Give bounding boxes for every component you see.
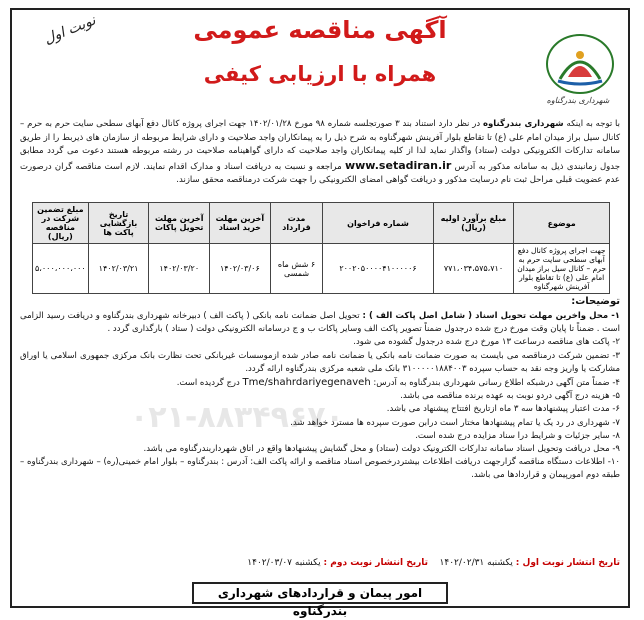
page-subtitle: همراه با ارزیابی کیفی xyxy=(203,62,437,86)
cell-duration: ۶ شش ماه شمسی xyxy=(270,244,323,294)
note-tail: درج گردیده است. xyxy=(176,378,240,389)
tender-table xyxy=(32,202,610,294)
note-text: تحویل اصل ضمانت نامه بانکی ( پاکت الف ) دبیرخانه شهرداری بندرگناوه و دریافت رسید الزامی است . ضمناً تا پایان وقت مورخ درج شده درجدول ضمناً تصویر پاکت الف وسایر پاکات ب و ج درسامانه الکترونیکی دولت ( ستاد ) بارگذاری گردد . xyxy=(20,311,620,335)
col-guarantee: مبلغ تضمین شرکت در مناقصه (ریال) xyxy=(33,203,89,244)
intro-paragraph xyxy=(20,118,620,188)
round-note: نوبت اول xyxy=(41,12,99,48)
notes-list xyxy=(20,310,620,483)
cell-guarantee: ۵،۰۰۰،۰۰۰،۰۰۰ xyxy=(33,244,89,294)
table-header-row xyxy=(33,203,610,244)
publication-dates xyxy=(247,558,620,568)
notes-title: توضیحات: xyxy=(571,296,620,307)
intro-text: در نظر دارد استناد بند ۳ صورتجلسه شماره ۹۸ مورخ ۱۴۰۲/۰۱/۲۸ جهت اجرای پروژه کانال دفع آبهای سطحی سایت حرم به حرم – کانال سیل براز میدان امام علی (ع) تا تقاطع بلوار آفرینش شهرگناوه به شرح ذیل را به پیمانکاران واجد صلاحیت و دارای شرایط مربوطه از سازمان های ذیربط را از طریق سامانه تدارکات الکترونیکی دولت (ستاد) واگذار نماید لذا از کلیه پیمانکاران واجد صلاحیت که دارای گواهینامه صلاحیت در رشته مربوطه هستند دعوت می گردد مطابق جدول زمانبندی ذیل به سامانه مذکور به آدرس xyxy=(20,119,620,172)
note-item: ۳- تضمین شرکت درمناقصه می بایست به صورت ضمانت نامه بانکی یا ضمانت نامه صادر شده ازموسسات غیربانکی تحت نظارت بانک مرکزی جمهوری اسلامی یا اوراق مشارکت یا واریز وجه نقد به حساب سپرده ۳۱۰۰۰۰۰۱۸۸۴۰۰۳ بانک ملی شعبه مرکزی بندرگناوه ارائه گردد. xyxy=(20,350,620,374)
col-envelope-deadline: آخرین مهلت تحویل پاکات xyxy=(149,203,210,244)
organization-name: شهرداری بندرگناوه xyxy=(482,119,564,129)
note-item: ۵- هزینه درج آگهی دردو نوبت به عهده برنده مناقصه می باشد. xyxy=(400,391,620,402)
note-item xyxy=(20,376,620,390)
col-opening-date: تاریخ بازگشایی پاکت ها xyxy=(88,203,149,244)
footer-banner: امور پیمان و قراردادهای شهرداری بندرگناوه xyxy=(192,582,448,604)
first-pub-date: یکشنبه ۱۴۰۲/۰۲/۳۱ xyxy=(439,558,513,568)
emblem-icon xyxy=(554,41,606,87)
phone-watermark: ۰۲۱-۸۸۳۴۹۶۷۰ xyxy=(130,400,344,435)
setad-link[interactable]: www.setadiran.ir xyxy=(344,158,452,172)
col-subject: موضوع xyxy=(514,203,610,244)
note-item: ۸- سایر جزئیات و شرایط درا سناد مزایده درج شده است. xyxy=(415,430,620,441)
col-call-number: شماره فراخوان xyxy=(323,203,433,244)
cell-call-number: ۲۰۰۲۰۵۰۰۰۰۴۱۰۰۰۰۰۶ xyxy=(323,244,433,294)
logo-caption: شهرداری بندرگناوه xyxy=(546,96,610,105)
note-item xyxy=(20,310,620,336)
note-item: ۷- شهرداری در رد یک یا تمام پیشنهادها مختار است درابن صورت سپرده ها مسترد خواهد شد. xyxy=(290,417,620,428)
note-item: ۱۰- اطلاعات دستگاه مناقصه گزارجهت دریافت اطلاعات بیشتردرخصوص اسناد مناقصه و ارائه پاکت الف: آدرس : بندرگناوه – بلوار امام خمینی(ره) – شهرداری بندرگناوه – طبقه دوم امورپیمان و قراردادها می باشد. xyxy=(20,457,620,481)
col-duration: مدت قرارداد xyxy=(270,203,323,244)
page-title: آگهی مناقصه عمومی xyxy=(193,16,447,44)
cell-envelope-deadline: ۱۴۰۲/۰۳/۲۰ xyxy=(149,244,210,294)
first-pub-label: تاریخ انتشار نوبت اول : xyxy=(515,558,620,568)
note-item: ۲- پاکت های مناقصه درساعت ۱۳ مورخ درج شده درجدول گشوده می شود. xyxy=(353,337,620,348)
col-estimate: مبلغ برآورد اولیه (ریال) xyxy=(433,203,514,244)
note-text: ۴- ضمناً متن آگهی درشبکه اطلاع رسانی شهرداری بندرگناوه به آدرس: xyxy=(373,378,620,389)
table-row xyxy=(33,244,610,294)
intro-text-2: مراجعه و نسبت به دریافت اسناد و مدارک اقدام نمایند. لازم است مناقصه گران درصورت عدم عضویت قبلی مراحل ثبت نام درسایت مذکور و دریافت گواهی امضای الکترونیکی را جهت شرکت درمناقصه محقق سازند. xyxy=(20,161,620,185)
second-pub-label: تاریخ انتشار نوبت دوم : xyxy=(323,558,429,568)
municipality-logo xyxy=(546,34,614,94)
telegram-link[interactable]: Tme/shahrdariyegenaveh xyxy=(242,377,371,389)
cell-opening-date: ۱۴۰۲/۰۳/۲۱ xyxy=(88,244,149,294)
intro-lead: با توجه به اینکه xyxy=(566,119,621,129)
tender-notice xyxy=(10,8,630,618)
col-doc-deadline: آخرین مهلت خرید اسناد xyxy=(210,203,271,244)
cell-subject: جهت اجرای پروژه کانال دفع آبهای سطحی سایت حرم به حرم – کانال سیل براز میدان امام علی (ع) تا تقاطع بلوار آفرینش شهرگناوه xyxy=(514,244,610,294)
cell-estimate: ۷۷۱،۰۳۴،۵۷۵،۷۱۰ xyxy=(433,244,514,294)
note-lead: ۱- محل واخرین مهلت تحویل اسناد ( شامل اصل پاکت الف ) : xyxy=(362,311,620,321)
second-pub-date: یکشنبه ۱۴۰۲/۰۳/۰۷ xyxy=(247,558,321,568)
note-item: ۶- مدت اعتبار پیشنهادها سه ۳ ماه ازتاریخ افتتاح پیشنهاد می باشد. xyxy=(386,404,620,415)
cell-doc-deadline: ۱۴۰۲/۰۳/۰۶ xyxy=(210,244,271,294)
note-item: ۹- محل دریافت وتحویل اسناد سامانه تدارکات الکترونیک دولت (ستاد) و محل گشایش پیشنهادها واقع در اتاق شهرداربندرگناوه می باشد. xyxy=(143,444,620,455)
